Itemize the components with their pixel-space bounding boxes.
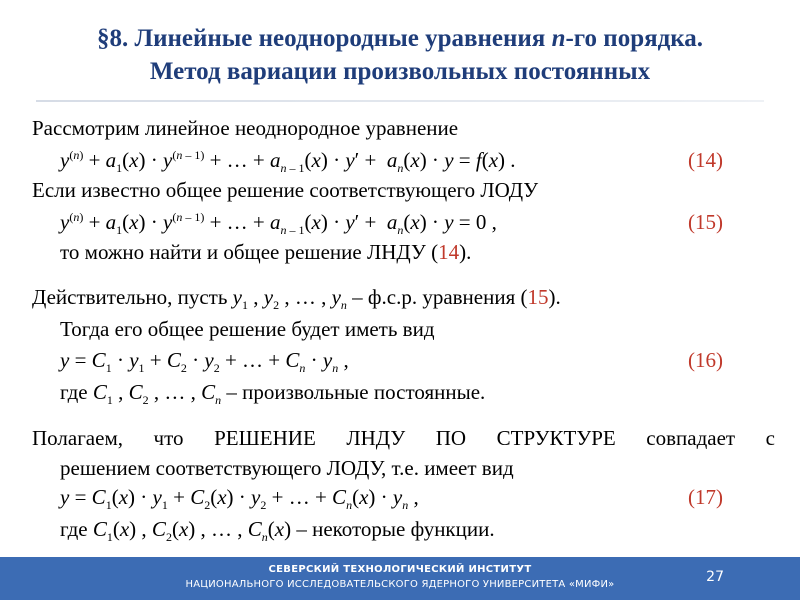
eq-number-16: (16): [688, 348, 723, 372]
text-line-9: где $C_1$ , $C_2$ , … , $C_n$ – произвольные постоянные.: [60, 380, 486, 408]
text-line-1: Рассмотрим линейное неоднородное уравнение: [32, 116, 459, 140]
footer-bar: [0, 557, 800, 600]
text-line-13: где $C_1(x)$ , $C_2(x)$ , … , $C_n(x)$ – некоторые функции.: [60, 517, 495, 545]
text-line-11: решением соответствующего ЛОДУ, т.е. имеет вид: [60, 456, 514, 480]
text-line-6: Действительно, пусть $y_1$ , $y_2$ , … , $y_n - ф.с.р$. уравнения (15).: [32, 285, 561, 313]
equation-14: $y^{(n)} + a_1(x) \cdot y^{(n - 1)}$ + … + $a_{n - 1}(x) \cdot y' + a_n(x) \cdot y = f(x)$ .: [60, 148, 516, 176]
title-divider: [36, 100, 764, 102]
eq-number-15: (15): [688, 210, 723, 234]
text-line-5: то можно найти и общее решение ЛНДУ (14).: [60, 240, 472, 264]
text-line-7: Тогда его общее решение будет иметь вид: [60, 317, 435, 341]
page-number: 27: [706, 569, 724, 585]
equation-17: $y = C_1(x) \cdot y_1 + C_2(x) \cdot y_2$ + … + $C_n(x) \cdot y_n$ ,: [60, 485, 419, 513]
equation-16: $y = C_1 \cdot y_1 + C_2 \cdot y_2$ + … + $C_n \cdot y_n$ ,: [60, 348, 349, 376]
eq-number-17: (17): [688, 485, 723, 509]
equation-15: $y^{(n)} + a_1(x) \cdot y^{(n - 1)}$ + … + $a_{n - 1}(x) \cdot y' + a_n(x) \cdot y = 0$ ,: [60, 210, 497, 238]
footer-university: НАЦИОНАЛЬНОГО ИССЛЕДОВАТЕЛЬСКОГО ЯДЕРНОГО УНИВЕРСИТЕТА «МИФИ»: [185, 579, 615, 590]
text-line-3: Если известно общее решение соответствующего ЛОДУ: [32, 178, 539, 202]
footer-institute: СЕВЕРСКИЙ ТЕХНОЛОГИЧЕСКИЙ ИНСТИТУТ: [268, 564, 532, 575]
eq-number-14: (14): [688, 148, 723, 172]
slide-title: §8. Линейные неоднородные уравнения n-го порядка. Метод вариации произвольных постоянных: [96, 25, 704, 85]
text-line-10: Полагаем, что РЕШЕНИЕ ЛНДУ ПО СТРУКТУРЕ совпадает с: [32, 426, 775, 450]
